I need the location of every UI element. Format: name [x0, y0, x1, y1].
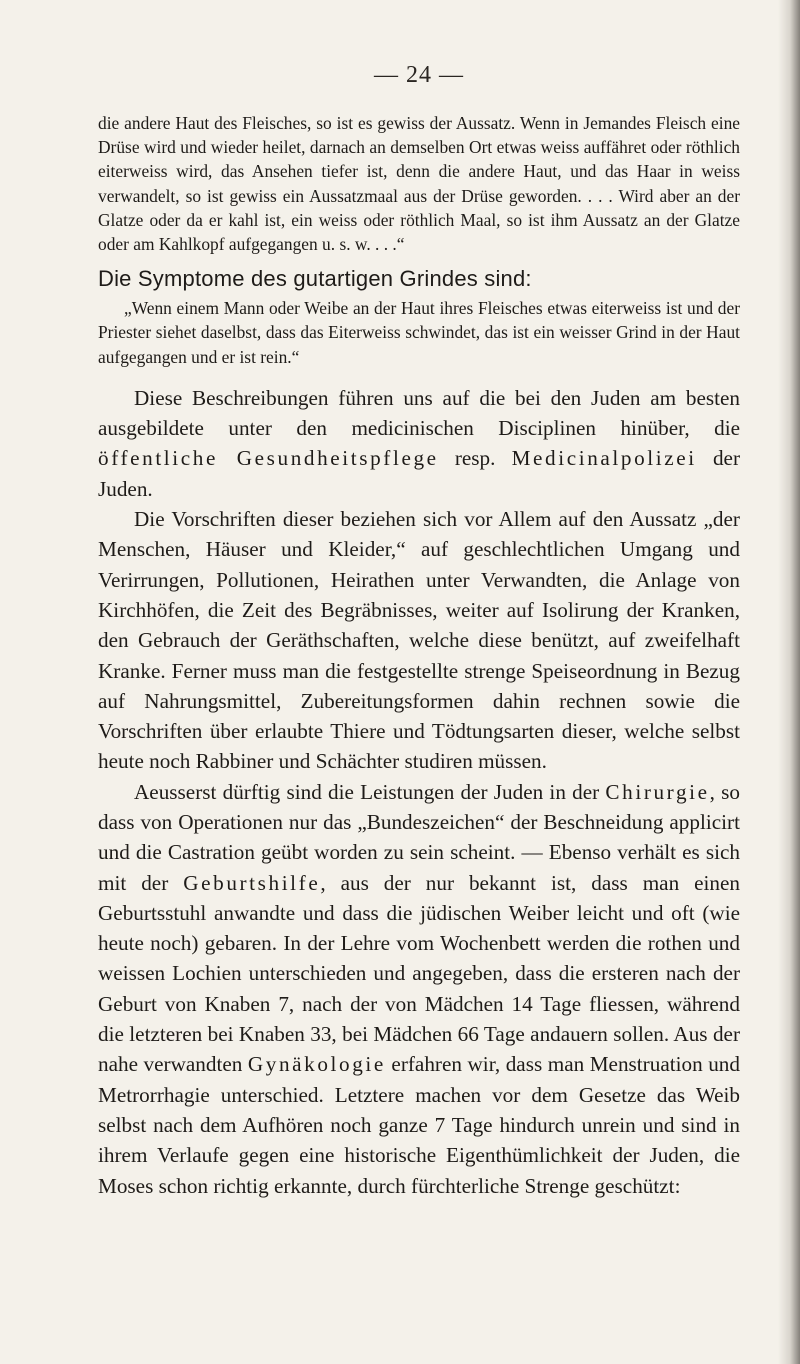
p3-text-c: , so dass von Operationen nur das „Bundeszeichen“ der Beschneidung applicirt und die Castration geübt worden zu sein scheint. — Ebenso verhält es sich mit der: [98, 779, 740, 895]
p1-term-medical-police: Medicinalpolizei: [511, 446, 697, 471]
intro-paragraph: die andere Haut des Fleisches, so ist es gewiss der Aussatz. Wenn in Jemandes Fleisch eine Drüse wird und wieder heilet, darnach an demselben Ort etwas weiss auffähret oder röthlich eiterweiss wird, das Ansehen tiefer ist, denn die andere Haut, und das Haar in weiss verwandelt, so ist gewiss ein Aussatzmaal aus der Drüse geworden. . . . Wird aber an der Glatze oder da er kahl ist, ein weiss oder röthlich Maal, so ist ihm Aussatz an der Glatze oder am Kahlkopf aufgegangen u. s. w. . . .“: [98, 113, 740, 255]
p3-text-a: Aeusserst dürftig sind die Leistungen der Juden in der: [134, 779, 606, 804]
scan-edge-shadow: [778, 0, 800, 1364]
p3-term-surgery: Chirurgie: [605, 779, 710, 804]
book-page: [98, 62, 740, 1201]
p1-text-e: der Juden.: [98, 446, 740, 501]
paragraph-2: Die Vorschriften dieser beziehen sich vor Allem auf den Aussatz „der Menschen, Häuser und Kleider,“ auf geschlechtlichen Umgang und Verirrungen, Pollutionen, Heirathen unter Verwandten, die Anlage von Kirchhöfen, die Zeit des Begräbnisses, weiter auf Isolirung der Kranken, den Gebrauch der Geräthschaften, welche diese benützt, auf zweifelhaft Kranke. Ferner muss man die festgestellte strenge Speiseordnung in Bezug auf Nahrungsmittel, Zubereitungsformen dahin rechnen sowie die Vorschriften über erlaubte Thiere und Tödtungsarten dieser, welche selbst heute noch Rabbiner und Schächter studiren müssen.: [98, 507, 740, 774]
page-number: — 24 —: [374, 62, 464, 88]
quote-paragraph: „Wenn einem Mann oder Weibe an der Haut ihres Fleisches etwas eiterweiss ist und der Priester siehet daselbst, dass das Eiterweiss schwindet, das ist ein weisser Grind in der Haut aufgegangen und er ist rein.“: [98, 298, 740, 367]
p3-term-obstetrics: Geburtshilfe: [183, 870, 321, 895]
paragraph-3: [98, 777, 740, 1201]
p3-text-g: erfahren wir, dass man Menstruation und Metrorrhagie unterschied. Letztere machen vor dem Gesetze das Weib selbst nach dem Aufhören noch ganze 7 Tage hindurch unrein und sind in ihrem Verlaufe gegen eine historische Eigenthümlichkeit der Juden, die Moses schon richtig erkannte, durch fürchterliche Strenge geschützt:: [98, 1052, 740, 1198]
section-heading: Die Symptome des gutartigen Grindes sind:: [98, 266, 532, 292]
p3-term-gynecology: Gynäkologie: [247, 1052, 386, 1077]
p1-text-a: Diese Beschreibungen führen uns auf die bei den Juden am besten ausgebildete unter den medicinischen Disciplinen hinüber, die: [98, 385, 740, 441]
p1-text-c: resp.: [438, 446, 512, 471]
p3-text-e: , aus der nur bekannt ist, dass man einen Geburtsstuhl anwandte und dass die jüdischen Weiber leicht und oft (wie heute noch) gebaren. In der Lehre vom Wochenbett werden die rothen und weissen Lochien unterschieden und angegeben, dass die ersteren nach der Geburt von Knaben 7, nach der von Mädchen 14 Tage fliessen, während die letzteren bei Knaben 33, bei Mädchen 66 Tage andauern sollen. Aus der nahe verwandten: [98, 870, 740, 1077]
paragraph-1: [98, 383, 740, 504]
p1-term-public-health: öffentliche Gesundheitspflege: [98, 446, 439, 471]
